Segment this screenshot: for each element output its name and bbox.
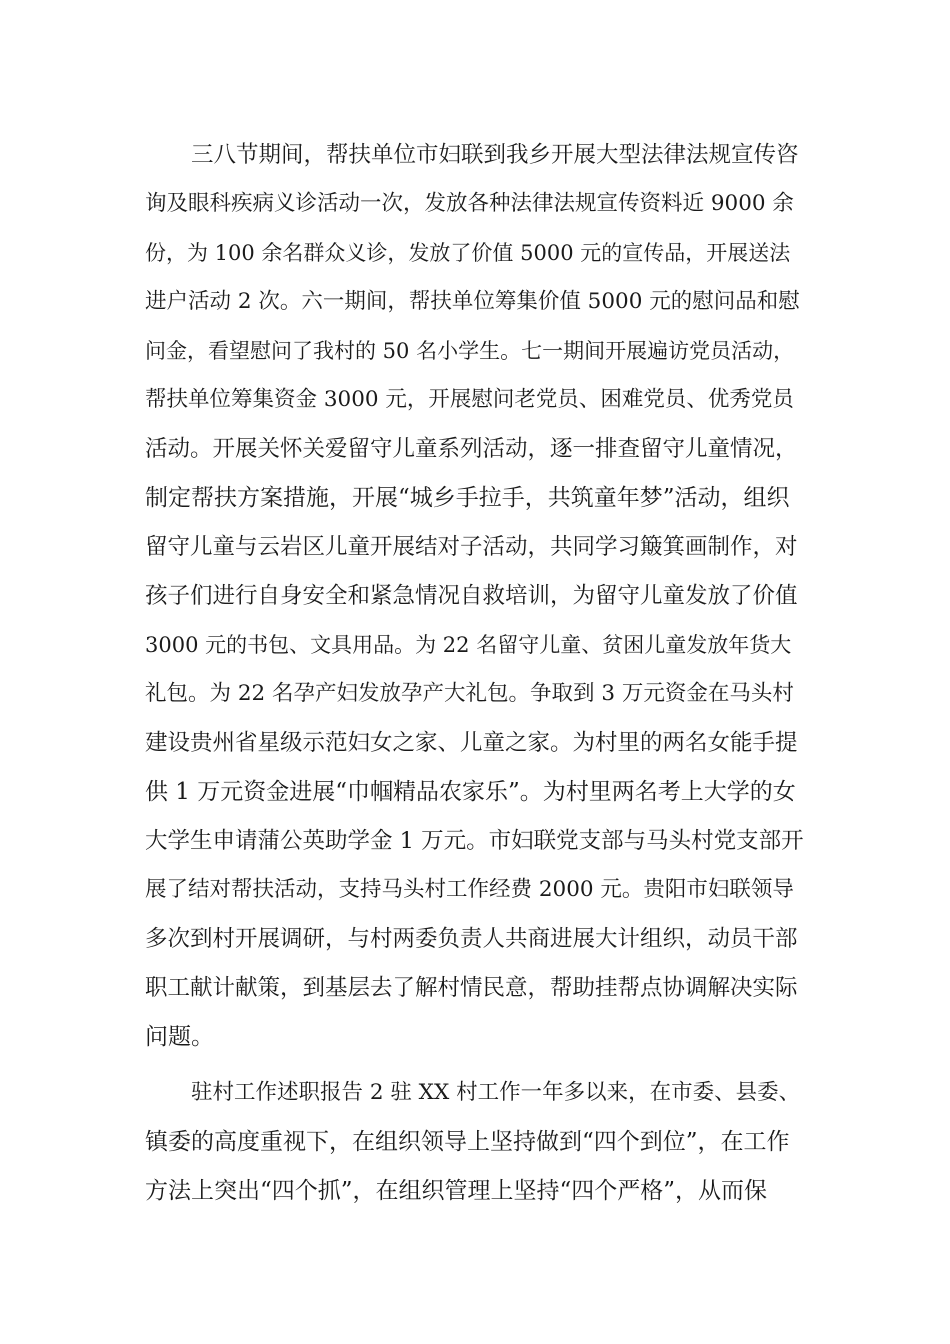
text-line: 问金，看望慰问了我村的 50 名小学生。七一期间开展遍访党员活动， bbox=[145, 339, 795, 363]
text-line: 3000 元的书包、文具用品。为 22 名留守儿童、贫困儿童发放年货大 bbox=[145, 633, 792, 657]
text-line: 询及眼科疾病义诊活动一次，发放各种法律法规宣传资料近 9000 余 bbox=[145, 191, 794, 216]
text-line: 活动。开展关怀关爱留守儿童系列活动，逐一排查留守儿童情况， bbox=[145, 436, 798, 462]
text-line: 份，为 100 余名群众义诊，发放了价值 5000 元的宣传品，开展送法 bbox=[145, 241, 791, 265]
text-line: 进户活动 2 次。六一期间，帮扶单位筹集价值 5000 元的慰问品和慰 bbox=[145, 289, 800, 314]
text-line: 制定帮扶方案措施，开展“城乡手拉手，共筑童年梦”活动，组织 bbox=[145, 485, 790, 511]
text-line: 驻村工作述职报告 2 驻 XX 村工作一年多以来，在市委、县委、 bbox=[191, 1080, 801, 1105]
text-line: 建设贵州省星级示范妇女之家、儿童之家。为村里的两名女能手提 bbox=[145, 730, 798, 756]
text-line: 留守儿童与云岩区儿童开展结对子活动，共同学习簸箕画制作，对 bbox=[145, 534, 798, 560]
text-line: 职工献计献策，到基层去了解村情民意，帮助挂帮点协调解决实际 bbox=[145, 975, 798, 1001]
text-line: 多次到村开展调研，与村两委负责人共商进展大计组织，动员干部 bbox=[145, 926, 798, 952]
text-line: 供 1 万元资金进展“巾帼精品农家乐”。为村里两名考上大学的女 bbox=[145, 779, 796, 805]
text-line: 方法上突出“四个抓”，在组织管理上坚持“四个严格”，从而保 bbox=[145, 1178, 768, 1204]
text-line: 问题。 bbox=[145, 1024, 214, 1050]
text-line: 大学生申请蒲公英助学金 1 万元。市妇联党支部与马头村党支部开 bbox=[145, 828, 804, 854]
text-line: 孩子们进行自身安全和紧急情况自救培训，为留守儿童发放了价值 bbox=[145, 583, 798, 609]
text-line: 三八节期间，帮扶单位市妇联到我乡开展大型法律法规宣传咨 bbox=[191, 142, 799, 168]
text-line: 镇委的高度重视下，在组织领导上坚持做到“四个到位”，在工作 bbox=[145, 1129, 790, 1155]
text-line: 礼包。为 22 名孕产妇发放孕产大礼包。争取到 3 万元资金在马头村 bbox=[145, 681, 794, 706]
text-line: 帮扶单位筹集资金 3000 元，开展慰问老党员、困难党员、优秀党员 bbox=[145, 387, 794, 412]
text-line: 展了结对帮扶活动，支持马头村工作经费 2000 元。贵阳市妇联领导 bbox=[145, 877, 794, 902]
